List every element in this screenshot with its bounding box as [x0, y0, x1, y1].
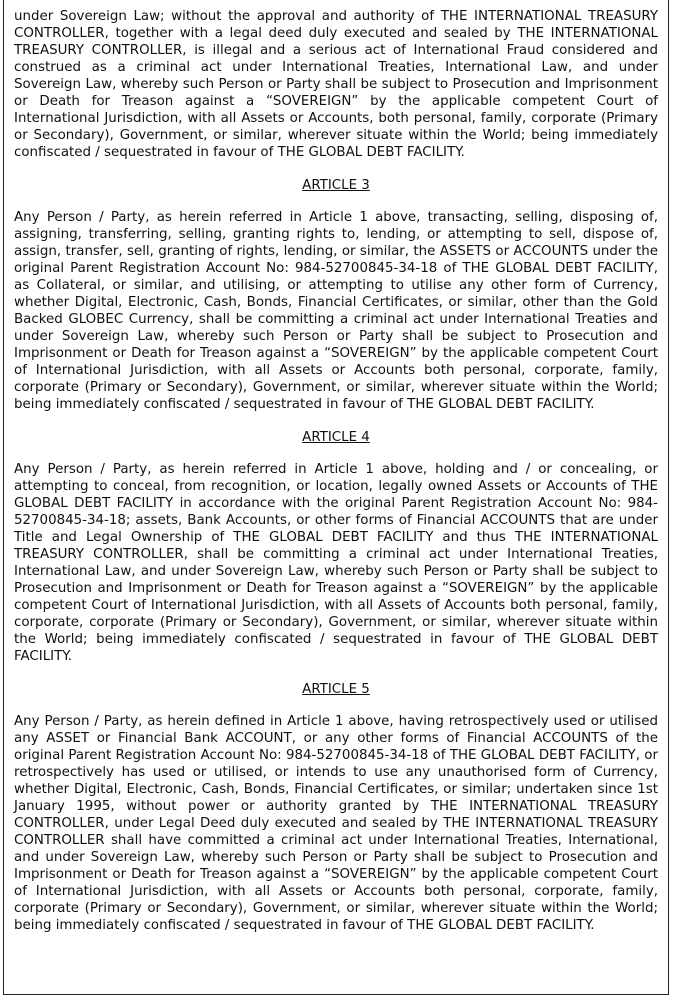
- article-5-heading: ARTICLE 5: [302, 682, 370, 697]
- article-4-heading: ARTICLE 4: [302, 430, 370, 445]
- article-4-paragraph: Any Person / Party, as herein referred in Article 1 above, holding and / or concealing, or attempting to conceal, from recognition, or location, legally owned Assets or Accounts of THE GLOBAL DEBT FACILITY in accordance with the original Parent Registration Account No: 984-52700845-34-18; assets, Bank Accounts, or other forms of Financial ACCOUNTS that are under Title and Legal Ownership of THE GLOBAL DEBT FACILITY and thus THE INTERNATIONAL TREASURY CONTROLLER, shall be committing a criminal act under International Treaties, International Law, and under Sovereign Law, whereby such Person or Party shall be subject to Prosecution and Imprisonment or Death for Treason against a “SOVEREIGN” by the applicable competent Court of International Jurisdiction, with all Assets of Accounts both personal, family, corporate, corporate (Primary or Secondary), Government, or similar, wherever situate within the World; being immediately confiscated / sequestrated in favour of THE GLOBAL DEBT FACILITY.: [14, 462, 658, 664]
- article-5-paragraph: Any Person / Party, as herein defined in Article 1 above, having retrospectively used or utilised any ASSET or Financial Bank ACCOUNT, or any other forms of Financial ACCOUNTS of the original Parent Registration Account No: 984-52700845-34-18 of THE GLOBAL DEBT FACILITY, or retrospectively has used or utilised, or intends to use any unauthorised form of Currency, whether Digital, Electronic, Cash, Bonds, Financial Certificates, or similar; undertaken since 1st January 1995, without power or authority granted by THE INTERNATIONAL TREASURY CONTROLLER, under Legal Deed duly executed and sealed by THE INTERNATIONAL TREASURY CONTROLLER shall have committed a criminal act under International Treaties, International, and under Sovereign Law, whereby such Person or Party shall be subject to Prosecution and Imprisonment or Death for Treason against a “SOVEREIGN” by the applicable competent Court of International Jurisdiction, with all Assets or Accounts both personal, corporate, family, corporate (Primary or Secondary), Government, or similar, wherever situate within the World; being immediately confiscated / sequestrated in favour of THE GLOBAL DEBT FACILITY.: [14, 714, 658, 933]
- article-3-paragraph: Any Person / Party, as herein referred in Article 1 above, transacting, selling, disposing of, assigning, transferring, selling, granting rights to, lending, or attempting to sell, dispose of, assign, transfer, sell, granting of rights, lending, or similar, the ASSETS or ACCOUNTS under the original Parent Registration Account No: 984-52700845-34-18 of THE GLOBAL DEBT FACILITY, as Collateral, or similar, and utilising, or attempting to utilise any other form of Currency, whether Digital, Electronic, Cash, Bonds, Financial Certificates, or similar, other than the Gold Backed GLOBEC Currency, shall be committing a criminal act under International Treaties and under Sovereign Law, whereby such Person or Party shall be subject to Prosecution and Imprisonment or Death for Treason against a “SOVEREIGN” by the applicable competent Court of International Jurisdiction, with all Assets or Accounts both personal, corporate, family, corporate (Primary or Secondary), Government, or similar, wherever situate within the World; being immediately confiscated / sequestrated in favour of THE GLOBAL DEBT FACILITY.: [14, 210, 658, 412]
- article-3-heading: ARTICLE 3: [302, 178, 370, 193]
- intro-paragraph: under Sovereign Law; without the approval and authority of THE INTERNATIONAL TREASURY CONTROLLER, together with a legal deed duly executed and sealed by THE INTERNATIONAL TREASURY CONTROLLER, is illegal and a serious act of International Fraud considered and construed as a criminal act under International Treaties, International Law, and under Sovereign Law, whereby such Person or Party shall be subject to Prosecution and Imprisonment or Death for Treason against a “SOVEREIGN” by the applicable competent Court of International Jurisdiction, with all Assets or Accounts, both personal, family, corporate (Primary or Secondary), Government, or similar, wherever situate within the World; being immediately confiscated / sequestrated in favour of THE GLOBAL DEBT FACILITY.: [14, 9, 658, 160]
- document-page: [3, 0, 669, 995]
